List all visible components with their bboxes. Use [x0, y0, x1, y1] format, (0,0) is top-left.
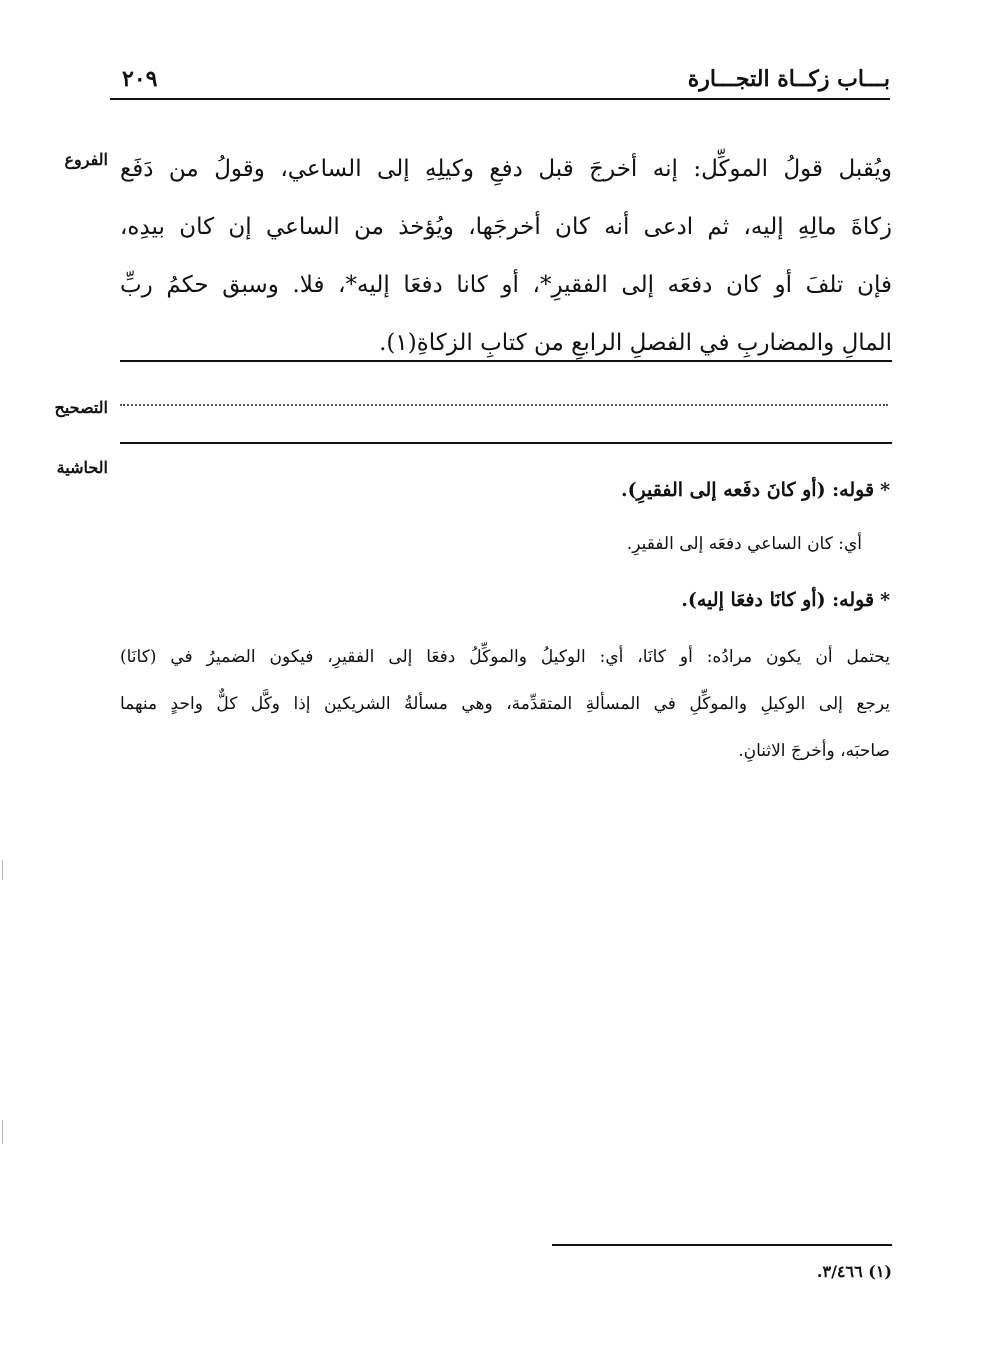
- page-header: [110, 62, 890, 106]
- hashiya-heading-text: قوله: (أو كانَ دفَعه إلى الفقيرِ).: [620, 479, 875, 501]
- main-text-line: زكاةَ مالِهِ إليه، ثم ادعى أنه كان أخرجَها، ويُؤخذ من الساعي إن كان بيدِه،: [120, 214, 892, 240]
- header-rule: [110, 98, 890, 100]
- asterisk-marker: *: [880, 589, 890, 611]
- page-number: ٢٠٩: [122, 66, 158, 92]
- footnote: (١) ٣/٤٦٦.: [816, 1262, 892, 1281]
- hashiya-paragraph-line: يحتمل أن يكون مرادُه: أو كانَا، أي: الوكيلُ والموكِّلُ دفعَا إلى الفقيرِ، فيكون الضميرُ في (كانَا): [120, 647, 890, 667]
- scan-edge-mark: [2, 860, 3, 880]
- side-label-furu: الفروع: [64, 150, 108, 169]
- side-label-tashih: التصحيح: [54, 398, 108, 417]
- footnote-rule: [552, 1244, 892, 1246]
- hashiya-heading-text: قوله: (أو كانَا دفعَا إليه).: [681, 589, 875, 611]
- hashiya-heading: [120, 470, 890, 524]
- main-text: [120, 140, 892, 372]
- hashiya-paragraph-line: يرجع إلى الوكيلِ والموكِّلِ في المسألةِ المتقدِّمة، وهي مسألةُ الشريكين إذا وكَّل كلٌّ واحدٍ منهما: [120, 694, 890, 714]
- asterisk-marker: *: [880, 479, 890, 501]
- correction-dotted-line: [120, 404, 888, 406]
- hashiya-paragraph-line: صاحبَه، وأخرجَ الاثنانِ.: [738, 741, 890, 761]
- hashiya-heading: [120, 580, 890, 634]
- hashiya-explanation: أي: كان الساعي دفعَه إلى الفقيرِ.: [626, 534, 862, 554]
- section-rule: [120, 360, 892, 362]
- main-text-line: المالِ والمضاربِ في الفصلِ الرابعِ من كتابِ الزكاةِ(١).: [379, 330, 892, 356]
- running-title: بـــاب زكــاة التجـــارة: [687, 66, 890, 92]
- main-text-line: ويُقبل قولُ الموكِّل: إنه أخرجَ قبل دفعِ وكيلِهِ إلى الساعي، وقولُ من دَفَع: [120, 156, 892, 182]
- scan-edge-mark: [2, 1120, 3, 1144]
- hashiya-section: [120, 470, 890, 775]
- section-rule: [120, 442, 892, 444]
- main-text-line: فإن تلفَ أو كان دفعَه إلى الفقيرِ*، أو كانا دفعَا إليه*، فلا. وسبق حكمُ ربِّ: [120, 272, 892, 298]
- side-label-hashiya: الحاشية: [56, 458, 108, 477]
